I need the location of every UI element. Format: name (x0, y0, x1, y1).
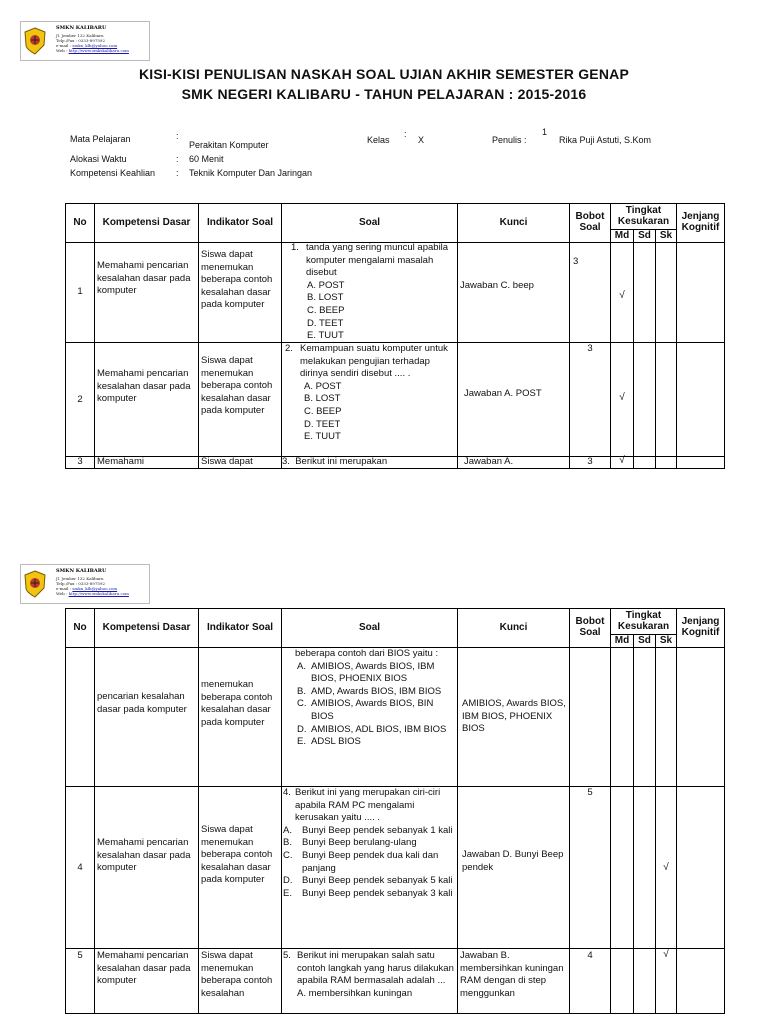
school-email: e-mail : smkn_klb@yahoo.com (56, 43, 118, 48)
row5-bobot: 4 (587, 950, 593, 961)
header-no: No (73, 622, 87, 633)
school-email: e-mail : smkn_klb@yahoo.com (56, 586, 118, 591)
row5-soal: 5. Berikut ini merupakan salah satu contoh langkah yang harus dilakukan apabila RAM bermasalah adalah ... A. membersihkan kuningan (283, 950, 454, 999)
row1-kunci: Jawaban C. beep (460, 280, 534, 291)
header-bobot: Bobot Soal (575, 211, 605, 233)
school-name: SMKN KALIBARU (56, 568, 107, 574)
penulis-value: Rika Puji Astuti, S.Kom (559, 135, 652, 145)
header-kunci: Kunci (499, 217, 528, 228)
penulis-label: Penulis : (492, 135, 527, 145)
alokasi-value: 60 Menit (189, 154, 224, 164)
row1-options: A. POST B. LOST C. BEEP D. TEET E. TUUT (307, 279, 345, 342)
header-sk: Sk (659, 230, 673, 241)
row2-options: A. POST B. LOST C. BEEP D. TEET E. TUUT (304, 380, 342, 443)
header-sd: Sd (638, 230, 651, 241)
row4-kunci: Jawaban D. Bunyi Beep pendek (462, 849, 564, 873)
row4-no: 4 (77, 862, 83, 873)
row5-check-sk: √ (663, 949, 669, 960)
header-indikator: Indikator Soal (206, 217, 274, 228)
row3-kompetensi: Memahami (97, 456, 144, 467)
kelas-label: Kelas (367, 135, 390, 145)
school-name: SMKN KALIBARU (56, 25, 107, 31)
penulis-number: 1 (542, 127, 548, 137)
school-address: Jl. Jember 132 Kalibaru (56, 33, 104, 38)
row2-soal: 2. Kemampuan suatu komputer untuk melakukan pengujian terhadap dirinya sendiri disebut .... . A. POST B. LOST C. BEEP D. TEET E. TUUT (283, 343, 455, 444)
header-tingkat: Tingkat Kesukaran (617, 205, 670, 227)
row2-kompetensi: Memahami pencarian kesalahan dasar pada komputer (97, 368, 191, 405)
row3-cont-kunci: AMIBIOS, Awards BIOS, IBM BIOS, PHOENIX BIOS (462, 698, 566, 735)
school-logo-icon (24, 570, 46, 598)
alokasi-label: Alokasi Waktu (70, 154, 127, 164)
row3-indikator: Siswa dapat (201, 456, 253, 467)
school-address: Jl. Jember 132 Kalibaru (56, 576, 104, 581)
school-letterhead (20, 21, 150, 61)
row2-check-md: √ (619, 392, 625, 403)
document-title-line2: SMK NEGERI KALIBARU - TAHUN PELAJARAN : 2015-2016 (181, 86, 587, 102)
row4-bobot: 5 (587, 787, 593, 798)
row3-cont-soal: beberapa contoh dari BIOS yaitu : A. AMIBIOS, Awards BIOS, IBM BIOS, PHOENIX BIOS B. AMD, Awards BIOS, IBM BIOS C. AMIBIOS, Awards BIOS, BIN BIOS D. AMIBIOS, ADL BIOS, IBM BIOS E. ADSL BIOS (295, 648, 447, 748)
header-kompetensi-dasar: Kompetensi Dasar (102, 217, 191, 228)
row1-check-md: √ (619, 290, 625, 301)
row2-indikator: Siswa dapat menemukan beberapa contoh kesalahan dasar pada komputer (201, 355, 273, 417)
row1-kompetensi: Memahami pencarian kesalahan dasar pada komputer (97, 260, 191, 297)
school-letterhead (20, 564, 150, 604)
header-md: Md (614, 230, 630, 241)
header-sk: Sk (659, 635, 673, 646)
header-bobot: Bobot Soal (575, 616, 605, 638)
row2-no: 2 (77, 394, 83, 405)
row5-kunci: Jawaban B. membersihkan kuningan RAM dengan di step menggunkan (460, 950, 564, 999)
row4-indikator: Siswa dapat menemukan beberapa contoh kesalahan dasar pada komputer (201, 824, 273, 886)
header-soal: Soal (358, 217, 381, 228)
row1-indikator: Siswa dapat menemukan beberapa contoh kesalahan dasar pada komputer (201, 249, 273, 311)
meta-colon: : (404, 129, 407, 139)
row3-kunci: Jawaban A. (464, 456, 514, 467)
row3-cont-indikator: menemukan beberapa contoh kesalahan dasar pada komputer (201, 679, 273, 728)
meta-colon: : (176, 131, 179, 141)
row5-no: 5 (77, 950, 83, 961)
school-phone: Telp./Fax : 0333-897592 (56, 38, 106, 43)
meta-colon: : (176, 154, 179, 164)
row4-check-sk: √ (663, 862, 669, 873)
header-md: Md (614, 635, 630, 646)
row2-kunci: Jawaban A. POST (464, 388, 542, 399)
header-jenjang: Jenjang Kognitif (681, 616, 720, 638)
row3-check-md: √ (619, 455, 625, 466)
mata-pelajaran-label: Mata Pelajaran (70, 134, 131, 144)
row4-kompetensi: Memahami pencarian kesalahan dasar pada komputer (97, 837, 191, 874)
header-indikator: Indikator Soal (206, 622, 274, 633)
school-web: Web : http://www.smkskalibaru.com (56, 591, 129, 596)
row4-soal: 4. Berikut ini yang merupakan ciri-ciri apabila RAM PC mengalami kerusakan yaitu .... . A. Bunyi Beep pendek sebanyak 1 kali B. Bunyi Beep berulang-ulang C. Bunyi Beep pendek dua kali dan panjang D. Bunyi Beep pendek sebanyak 5 kali E. Bunyi Beep pendek sebanyak 3 kali (283, 787, 453, 899)
header-sd: Sd (638, 635, 651, 646)
row3-bobot: 3 (587, 456, 593, 467)
kelas-value: X (418, 135, 425, 145)
header-no: No (73, 217, 87, 228)
school-logo-icon (24, 27, 46, 55)
row5-indikator: Siswa dapat menemukan beberapa contoh kesalahan (201, 950, 273, 999)
school-web: Web : http://www.smkskalibaru.com (56, 48, 129, 53)
meta-colon: : (176, 168, 179, 178)
header-soal: Soal (358, 622, 381, 633)
row3-no: 3 (77, 456, 83, 467)
row2-bobot: 3 (587, 343, 593, 354)
row1-soal: 1. tanda yang sering muncul apabila komputer mengalami masalah disebut A. POST B. LOST C. BEEP D. TEET E. TUUT (285, 242, 455, 343)
row3-soal: 3. Berikut ini merupakan (282, 456, 388, 467)
row5-kompetensi: Memahami pencarian kesalahan dasar pada komputer (97, 950, 191, 987)
kompetensi-label: Kompetensi Keahlian (70, 168, 156, 178)
kompetensi-value: Teknik Komputer Dan Jaringan (189, 168, 313, 178)
document-title-line1: KISI-KISI PENULISAN NASKAH SOAL UJIAN AKHIR SEMESTER GENAP (139, 66, 629, 82)
school-phone: Telp./Fax : 0333-897592 (56, 581, 106, 586)
row3-cont-kompetensi: pencarian kesalahan dasar pada komputer (97, 691, 187, 715)
header-jenjang: Jenjang Kognitif (681, 211, 720, 233)
row1-no: 1 (77, 286, 83, 297)
header-kompetensi-dasar: Kompetensi Dasar (102, 622, 191, 633)
row1-bobot: 3 (573, 256, 579, 267)
mata-pelajaran-value: Perakitan Komputer (189, 140, 269, 150)
header-kunci: Kunci (499, 622, 528, 633)
header-tingkat: Tingkat Kesukaran (617, 610, 670, 632)
